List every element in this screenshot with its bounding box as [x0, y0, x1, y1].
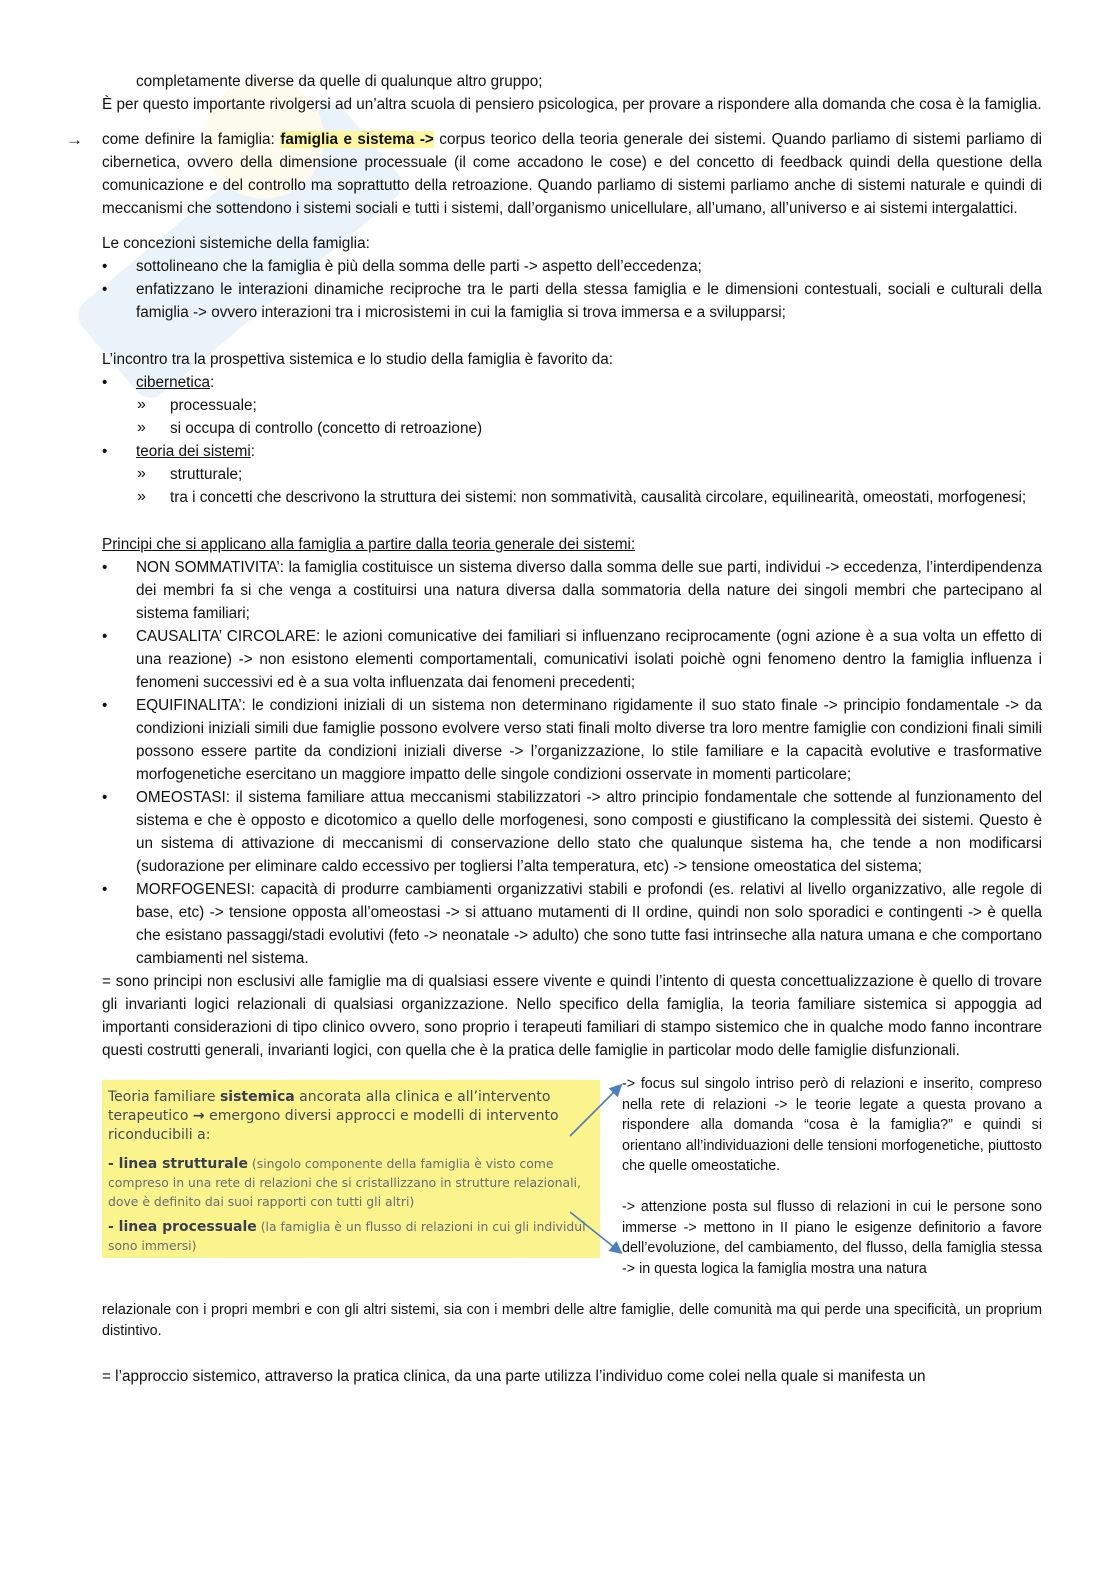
definition-paragraph: → come definire la famiglia: famiglia e sistema -> corpus teorico della teoria generale dei sistemi. Quando parliamo di sistemi parliamo di cibernetica, ovvero della dimensione processuale (il come accadono le cose) e del concetto di feedback quindi della questione della comunicazione e del controllo ma soprattutto della retroazione. Quando parliamo di sistemi parliamo anche di sistemi naturale e quindi di meccanismi che sottendono i sistemi sociali e tutti i sistemi, dall’organismo unicellulare, all’umano, all’universo e ai sistemi intergalattici. — [66, 130, 1042, 217]
list-item: • OMEOSTASI: il sistema familiare attua meccanismi stabilizzatori -> altro principio fondamentale che sottende al funzionamento del sistema e che è opposto e dicotomico a quello delle morfogenesi, sono composti e giustificano la complessità dei sistemi. Questo è un sistema di attivazione di meccanismi di conservazione dello stato che qualunque sistema ha, che tende a non modificarsi (sudorazione per eliminare caldo eccessivo per togliersi l’alta temperatura, etc) -> tensione omeostatica del sistema; — [102, 786, 1042, 878]
bullet-icon: • — [102, 789, 108, 806]
incontro-heading: L’incontro tra la prospettiva sistemica e lo studio della famiglia è favorito da: — [102, 351, 614, 368]
principi-conclusion: = sono principi non esclusivi alle famiglie ma di qualsiasi essere vivente e quindi l’intento di questa concettualizzazione è quello di trovare gli invarianti logici relazionali di qualsiasi organizzazione. Nello specifico della famiglia, la teoria familiare sistemica si appoggia ad importanti considerazioni di tipo clinico ovvero, sono proprio i terapeuti familiari di stampo sistemico che in qualche modo fanno incontrare questi costrutti generali, invarianti logici, con quella che è la pratica delle famiglie in particolar modo delle famiglie disfunzionali. — [102, 973, 1042, 1059]
list-item: • CAUSALITA’ CIRCOLARE: le azioni comunicative dei familiari si influenzano reciprocamente (ogni azione è a sua volta un effetto di una reazione) -> non esistono elementi comportamentali, comunicativi isolati poichè ogni fenomeno dentro la famiglia influenza i fenomeni successivi ed è a sua volta influenzata dai fenomeni precedenti; — [102, 625, 1042, 694]
clinical-approaches-section — [102, 1074, 1042, 1302]
bullet-icon: • — [102, 258, 108, 275]
bullet-icon: • — [102, 281, 108, 298]
bullet-icon: • — [102, 559, 108, 576]
bullet-icon: • — [102, 697, 108, 714]
processuale-note: -> attenzione posta sul flusso di relazioni in cui le persone sono immerse -> mettono in II piano le esigenze definitorio a favore dell’evoluzione, del cambiamento, del flusso, della famiglia stessa -> in questa logica la famiglia mostra una natura — [622, 1199, 1042, 1277]
list-item: • enfatizzano le interazioni dinamiche reciproche tra le parti della stessa famiglia e le dimensioni contestuali, sociali e culturali della famiglia -> ovvero interazioni tra i microsistemi in cui la famiglia si trova immersa e a svilupparsi; — [102, 278, 1042, 324]
intro-line: completamente diverse da quelle di qualunque altro gruppo; — [136, 73, 543, 90]
double-chevron-icon: » — [137, 465, 146, 482]
sub-list-item: » processuale; — [102, 394, 1042, 417]
list-item: • cibernetica: — [102, 371, 1042, 394]
list-item: • EQUIFINALITA’: le condizioni iniziali di un sistema non determinano rigidamente il suo stato finale -> principio fondamentale -> da condizioni iniziali simili due famiglie possono evolvere verso stati finali molto diverse tra loro mentre famiglie con condizioni finali simili possono essere partite da condizioni iniziali diverse -> l’organizzazione, lo stile familiare e la capacità evolutive e trasformative morfogenetiche esercitano un maggiore impatto delle singole condizioni osservate in momenti particolare; — [102, 694, 1042, 786]
definition-bold: famiglia e sistema -> — [280, 131, 434, 148]
right-arrow-icon: → — [66, 130, 83, 149]
double-chevron-icon: » — [137, 419, 146, 436]
document-body — [66, 70, 1042, 1388]
bullet-icon: • — [102, 881, 108, 898]
double-chevron-icon: » — [137, 396, 146, 413]
right-arrow-icon: → — [192, 1108, 205, 1124]
list-item: • NON SOMMATIVITA’: la famiglia costituisce un sistema diverso dalla somma delle sue parti, individui -> eccedenza, l’interdipendenza dei membri fa si che venga a costituirsi una natura diversa dalla sommatoria della nature dei singoli membri che partecipano al sistema familiari; — [102, 556, 1042, 625]
sub-list-item: » si occupa di controllo (concetto di retroazione) — [102, 417, 1042, 440]
concezioni-heading: Le concezioni sistemiche della famiglia: — [102, 235, 370, 252]
bullet-icon: • — [102, 443, 108, 460]
list-item: • teoria dei sistemi: — [102, 440, 1042, 463]
final-paragraph: = l’approccio sistemico, attraverso la pratica clinica, da una parte utilizza l’individuo come colei nella quale si manifesta un — [102, 1368, 926, 1386]
list-item: • sottolineano che la famiglia è più della somma delle parti -> aspetto dell’eccedenza; — [102, 255, 1042, 278]
processuale-note-continued: relazionale con i propri membri e con gli altri sistemi, sia con i membri delle altre famiglie, delle comunità ma qui perde una specificità, un proprium distintivo. — [102, 1302, 1042, 1339]
sub-list-item: » tra i concetti che descrivono la struttura dei sistemi: non sommatività, causalità circolare, equilinearità, omeostati, morfogenesi; — [102, 486, 1042, 509]
bullet-icon: • — [102, 374, 108, 391]
list-item: • MORFOGENESI: capacità di produrre cambiamenti organizzativi stabili e profondi (es. relativi al livello organizzativo, alle regole di base, etc) -> tensione opposta all’omeostasi -> si attuano mutamenti di II ordine, quindi non solo sporadici e contingenti -> è quella che esistano passaggi/stadi evolutivi (feto -> neonatale -> adulto) che sono tutte fasi intrinseche alla natura umana e che comportano cambiamenti nel sistema. — [102, 878, 1042, 970]
bullet-icon: • — [102, 628, 108, 645]
linea-processuale-title: - linea processuale — [108, 1219, 257, 1235]
principi-heading: Principi che si applicano alla famiglia a partire dalla teoria generale dei sistemi: — [102, 536, 636, 553]
highlight-box: Teoria familiare sistemica ancorata alla clinica e all’intervento terapeutico → emergono diversi approcci e modelli di intervento riconducibili a: - linea strutturale (singolo componente della famiglia è visto come compreso in una rete di relazioni che si cristallizzano in strutture relazionali, dove è definito dai suoi rapporti con tutti gli altri) - linea processuale (la famiglia è un flusso di relazioni in cui gli individui sono immersi) — [102, 1080, 600, 1258]
double-chevron-icon: » — [137, 488, 146, 505]
intro-paragraph: È per questo importante rivolgersi ad un’altra scuola di pensiero psicologica, per provare a rispondere alla domanda che cosa è la famiglia. — [102, 96, 1042, 113]
linea-strutturale-title: - linea strutturale — [108, 1156, 248, 1172]
sub-list-item: » strutturale; — [102, 463, 1042, 486]
strutturale-note: -> focus sul singolo intriso però di relazioni e inserito, compreso nella rete di relazioni -> le teorie legate a questa provano a rispondere alla domanda “cosa è la famiglia?” e quindi si orientano all’individuazioni delle tensioni morfogenetiche, piuttosto che quelle omeostatiche. — [622, 1076, 1042, 1175]
